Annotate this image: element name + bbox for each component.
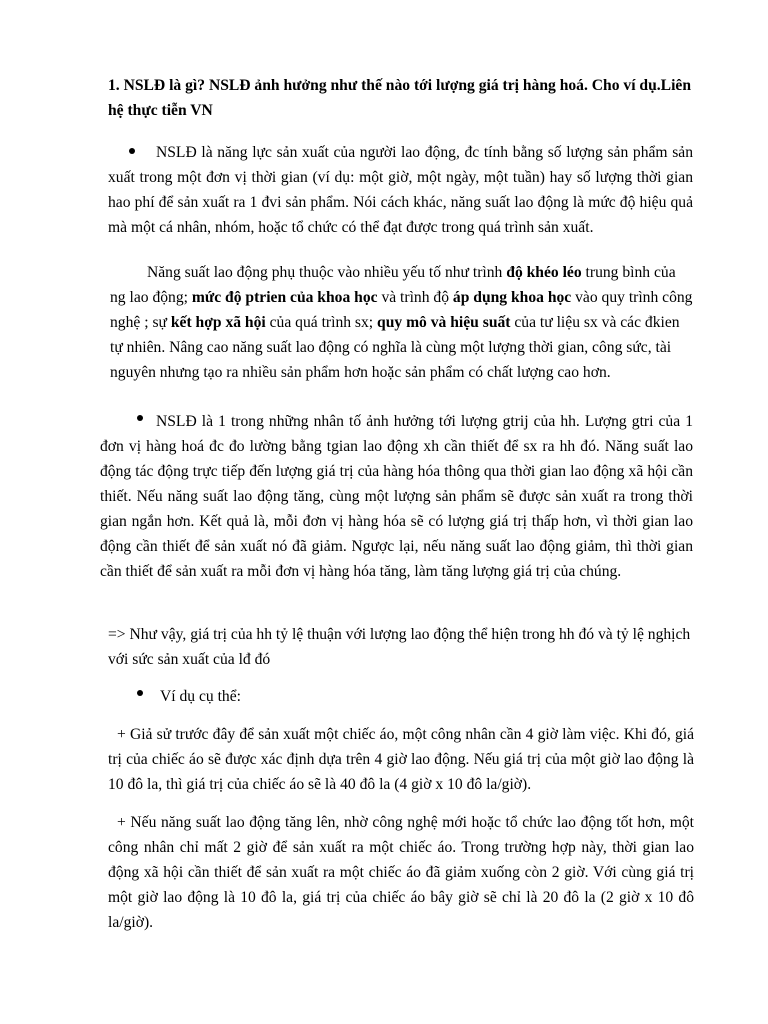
bold-term: độ khéo léo [506,264,582,281]
paragraph-example-1: + Giả sử trước đây để sản xuất một chiếc áo, một công nhân cần 4 giờ làm việc. Khi đó, giá trị của chiếc áo sẽ được xác định dựa trên 4 giờ lao động. Nếu giá trị của một giờ lao động là 10 đô la, thì giá trị của chiếc áo sẽ là 40 đô la (4 giờ x 10 đô la/giờ). [108,726,694,793]
paragraph-conclusion: => Như vậy, giá trị của hh tỷ lệ thuận với lượng lao động thể hiện trong hh đó và tỷ lệ nghịch với sức sản xuất của lđ đó [108,626,691,668]
paragraph-factors [110,260,693,385]
paragraph-example-2: + Nếu năng suất lao động tăng lên, nhờ công nghệ mới hoặc tổ chức lao động tốt hơn, một công nhân chỉ mất 2 giờ để sản xuất ra một chiếc áo. Trong trường hợp này, thời gian lao động xã hội cần thiết để sản xuất ra một chiếc áo đã giảm xuống còn 2 giờ. Với cùng giá trị một giờ lao động là 10 đô la, giá trị của chiếc áo bây giờ sẽ chỉ là 20 đô la (2 giờ x 10 đô la/giờ). [108,814,694,931]
bullet-icon [137,690,143,696]
text-run: Năng suất lao động phụ thuộc vào nhiều yếu tố như trình [147,264,507,281]
section-heading: 1. NSLĐ là gì? NSLĐ ảnh hưởng như thế nào tới lượng giá trị hàng hoá. Cho ví dụ.Liên hệ thực tiễn VN [108,77,692,119]
text-run: của tư liệu sx và các đkien tự nhiên. Nâng cao năng suất lao động có nghĩa là cùng một lượng thời gian, công sức, tài nguyên nhưng tạo ra nhiều sản phẩm hơn hoặc sản phẩm có chất lượng cao hơn. [110,314,680,381]
bold-term: mức độ ptrien của khoa học [191,289,378,306]
paragraph-example-label: Ví dụ cụ thể: [160,688,241,705]
bold-term: quy mô và hiệu suất [377,314,511,331]
text-run: trung bình của ng lao động; [110,264,676,306]
text-run: vào quy trình công nghệ ; sự [110,289,693,331]
paragraph-definition: NSLĐ là năng lực sản xuất của người lao động, đc tính bằng số lượng sản phẩm sản xuất trong một đơn vị thời gian (ví dụ: một giờ, một ngày, một tuần) hay số lượng thời gian hao phí để sản xuất ra 1 đvi sản phẩm. Nói cách khác, năng suất lao động là mức độ hiệu quả mà một cá nhân, nhóm, hoặc tổ chức có thể đạt được trong quá trình sản xuất. [108,144,693,236]
bold-term: áp dụng khoa học [452,289,572,306]
text-run: và trình độ [377,289,453,306]
bold-term: kết hợp xã hội [170,314,266,331]
text-run: của quá trình sx; [265,314,378,331]
paragraph-influence: NSLĐ là 1 trong những nhân tố ảnh hưởng tới lượng gtrij của hh. Lượng gtri của 1 đơn vị hàng hoá đc đo lường bằng tgian lao động xh cần thiết để sx ra hh đó. Năng suất lao động tác động trực tiếp đến lượng giá trị của hàng hóa thông qua thời gian lao động xã hội cần thiết. Nếu năng suất lao động tăng, cùng một lượng sản phẩm sẽ được sản xuất ra trong thời gian ngắn hơn. Kết quả là, mỗi đơn vị hàng hóa sẽ có lượng giá trị thấp hơn, vì thời gian lao động cần thiết để sản xuất nó đã giảm. Ngược lại, nếu năng suất lao động giảm, thì thời gian cần thiết để sản xuất ra mỗi đơn vị hàng hóa tăng, làm tăng lượng giá trị của chúng. [100,413,693,580]
